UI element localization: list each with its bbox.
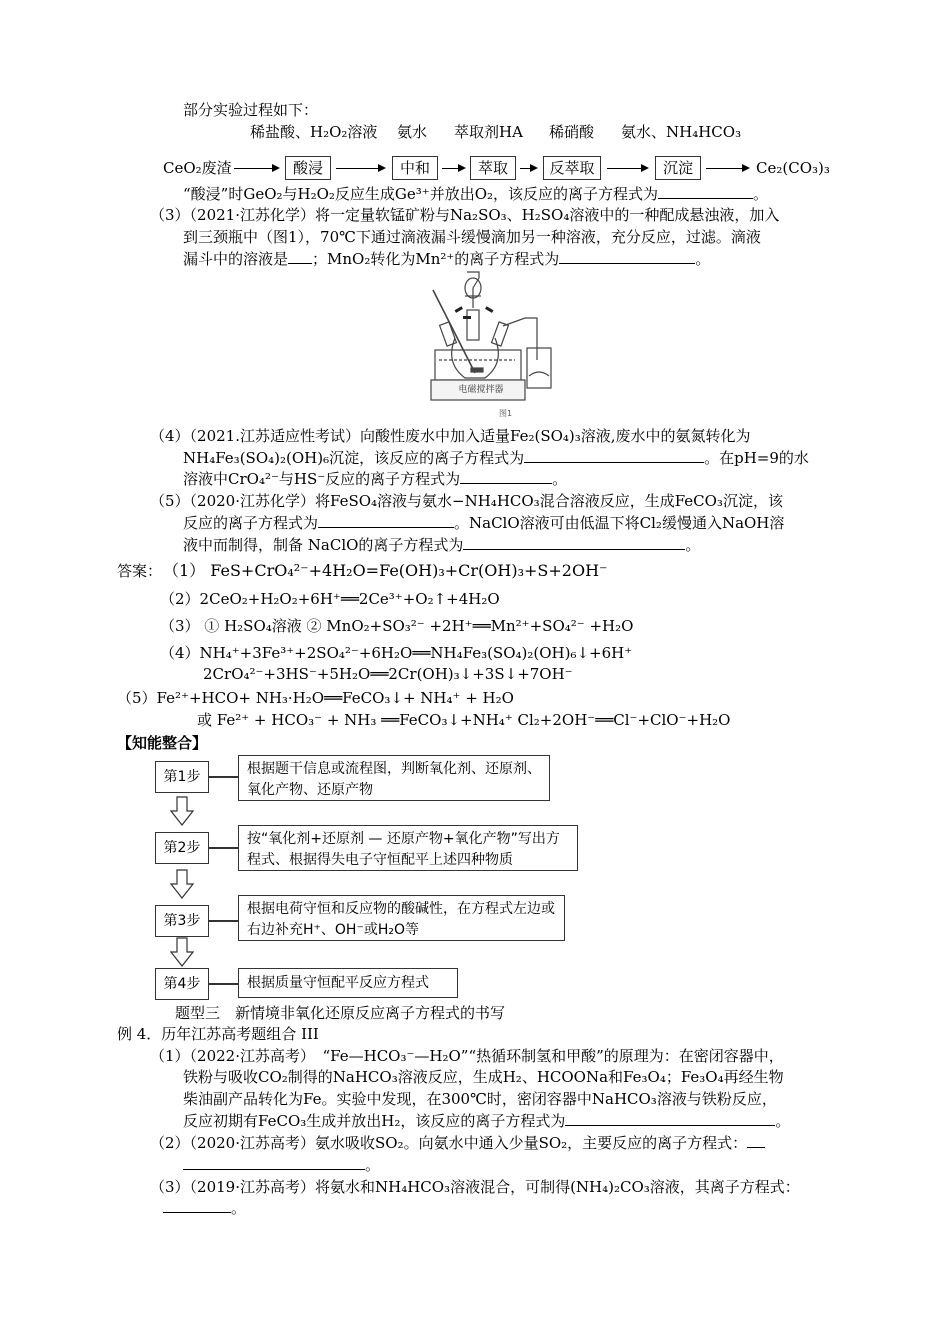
flow-step-1: 酸浸 [285,156,331,180]
flow-end: Ce₂(CO₃)₃ [756,159,830,177]
integration-heading: 【知能整合】 [117,734,208,752]
answer-blank [463,535,685,550]
answer-3: （3） ① H₂SO₄溶液 ② MnO₂+SO₃²⁻ +2H⁺══Mn²⁺+SO₄²⁻ +H₂O [160,617,634,635]
apparatus-figure [415,268,595,426]
ex4-q3-line2: 。 [163,1198,246,1218]
flow-reagent-5: 氨水、NH₄HCO₃ [621,123,742,141]
answer-blank [747,1133,765,1148]
answer-blank [460,469,552,484]
answer-5b: 或 Fe²⁺ + HCO₃⁻ + NH₃ ══FeCO₃↓+NH₄⁺ Cl₂+2OH⁻══Cl⁻+ClO⁻+H₂O [197,711,731,729]
flow-step-4: 反萃取 [543,156,601,180]
ex4-q1-line3: 柴油副产品转化为Fe。实验中发现，在300℃时，密闭容器中NaHCO₃溶液与铁粉反应， [183,1090,777,1108]
flow-arrow [607,168,647,169]
answers-label: 答案： [117,562,163,580]
stirrer-label: 电磁搅拌器 [458,385,504,395]
flow-arrow [234,168,278,169]
ex4-q1-line2: 铁粉与吸收CO₂制得的NaHCO₃溶液反应，生成H₂、HCOONa和Fe₃O₄；Fe₃O₄再经生物 [183,1068,784,1086]
flow-reagent-1: 稀盐酸、H₂O₂溶液 [250,123,378,141]
step-connector [208,983,238,985]
q4-line1: （4）（2021.江苏适应性考试）向酸性废水中加入适量Fe₂(SO₄)₃溶液,废水中的氨氮转化为 [150,427,751,445]
flow-arrow [706,168,748,169]
flow-reagent-3: 萃取剂HA [454,123,523,141]
example4-title: 例 4．历年江苏高考题组合 III [117,1025,319,1043]
flow-reagent-4: 稀硝酸 [549,123,595,141]
flow-arrow [442,168,464,169]
ex4-q1-line1: （1）（2022·江苏高考） “Fe—HCO₃⁻—H₂O”“热循环制氢和甲酸”的原理为：在密闭容器中， [150,1047,784,1065]
q5-line2: 反应的离子方程式为 。NaClO溶液可由低温下将Cl₂缓慢通入NaOH溶 [183,514,785,532]
answer-blank [163,1198,231,1213]
flow-start: CeO₂废渣 [163,159,232,177]
step-2-label: 第2步 [155,832,209,864]
ex4-q2-line1: （2）（2020·江苏高考）氨水吸收SO₂。向氨水中通入少量SO₂，主要反应的离子方程式： [150,1133,765,1153]
flow-step-5: 沉淀 [655,156,701,180]
answer-4a: （4）NH₄⁺+3Fe³⁺+2SO₄²⁻+6H₂O══NH₄Fe₃(SO₄)₂(OH)₆↓+6H⁺ [160,644,633,662]
step-connector [208,776,238,778]
q5-line1: （5）（2020·江苏化学）将FeSO₄溶液与氨水−NH₄HCO₃混合溶液反应，生成FeCO₃沉淀，该 [150,492,783,510]
answer-5a: （5）Fe²⁺+HCO+ NH₃·H₂O══FeCO₃↓+ NH₄⁺ + H₂O [117,689,514,707]
step-1-text: 根据题干信息或流程图，判断氧化剂、还原剂、氧化产物、还原产物 [238,755,550,801]
step-4-text: 根据质量守恒配平反应方程式 [238,968,458,998]
step-connector [208,920,238,922]
step-connector [208,847,238,849]
figure-caption: 图1 [499,409,513,418]
q3-line3: 漏斗中的溶液是 ；MnO₂转化为Mn²⁺的离子方程式为 。 [183,250,711,268]
answer-blank [559,249,695,264]
ex4-q3-line1: （3）（2019·江苏高考）将氨水和NH₄HCO₃溶液混合，可制得(NH₄)₂CO₃溶液，其离子方程式： [150,1178,800,1196]
intro-text: 部分实验过程如下： [183,101,319,119]
down-arrow-icon [170,869,194,899]
down-arrow-icon [170,796,194,826]
flow-reagent-2: 氨水 [397,123,428,141]
step-3-text: 根据电荷守恒和反应物的酸碱性，在方程式左边或右边补充H⁺、OH⁻或H₂O等 [238,895,565,941]
answer-blank [658,184,753,199]
q2-statement: “酸浸”时GeO₂与H₂O₂反应生成Ge³⁺并放出O₂，该反应的离子方程式为 。 [183,185,769,203]
q4-line2: NH₄Fe₃(SO₄)₂(OH)₆沉淀，该反应的离子方程式为 。在pH=9的水 [183,449,809,467]
q3-line2: 到三颈瓶中（图1），70℃下通过滴液漏斗缓慢滴加另一种溶液，充分反应，过滤。滴液 [183,228,761,246]
three-neck-flask-diagram [415,268,595,426]
step-3-label: 第3步 [155,905,209,937]
q5-line3: 液中而制得，制备 NaClO的离子方程式为 。 [183,536,701,554]
ex4-q2-line2: 。 [183,1155,380,1175]
flow-step-2: 中和 [392,156,438,180]
answer-blank [565,1111,775,1126]
flow-arrow [336,168,384,169]
ex4-q1-line4: 反应初期有FeCO₃生成并放出H₂，该反应的离子方程式为 。 [183,1112,791,1130]
step-2-text: 按“氧化剂+还原剂 — 还原产物+氧化产物”写出方程式、根据得失电子守恒配平上述四种物质 [238,825,578,871]
answer-1: （1） FeS+CrO₄²⁻+4H₂O=Fe(OH)₃+Cr(OH)₃+S+2OH⁻ [163,561,608,580]
answer-blank [318,513,454,528]
answer-blank [524,448,704,463]
answer-2: （2）2CeO₂+H₂O₂+6H⁺══2Ce³⁺+O₂↑+4H₂O [160,590,500,608]
flow-step-3: 萃取 [470,156,516,180]
q3-line1: （3）（2021·江苏化学）将一定量软锰矿粉与Na₂SO₃、H₂SO₄溶液中的一种配成悬浊液，加入 [150,206,780,224]
step-1-label: 第1步 [155,761,209,793]
answer-blank [183,1155,365,1170]
step-4-label: 第4步 [155,968,209,1000]
down-arrow-icon [170,937,194,967]
answer-blank [288,249,312,264]
flow-arrow [520,168,536,169]
type3-heading: 题型三 新情境非氧化还原反应离子方程式的书写 [175,1004,506,1022]
q4-line3: 溶液中CrO₄²⁻与HS⁻反应的离子方程式为 。 [183,470,568,488]
answer-4b: 2CrO₄²⁻+3HS⁻+5H₂O══2Cr(OH)₃↓+3S↓+7OH⁻ [203,665,573,683]
